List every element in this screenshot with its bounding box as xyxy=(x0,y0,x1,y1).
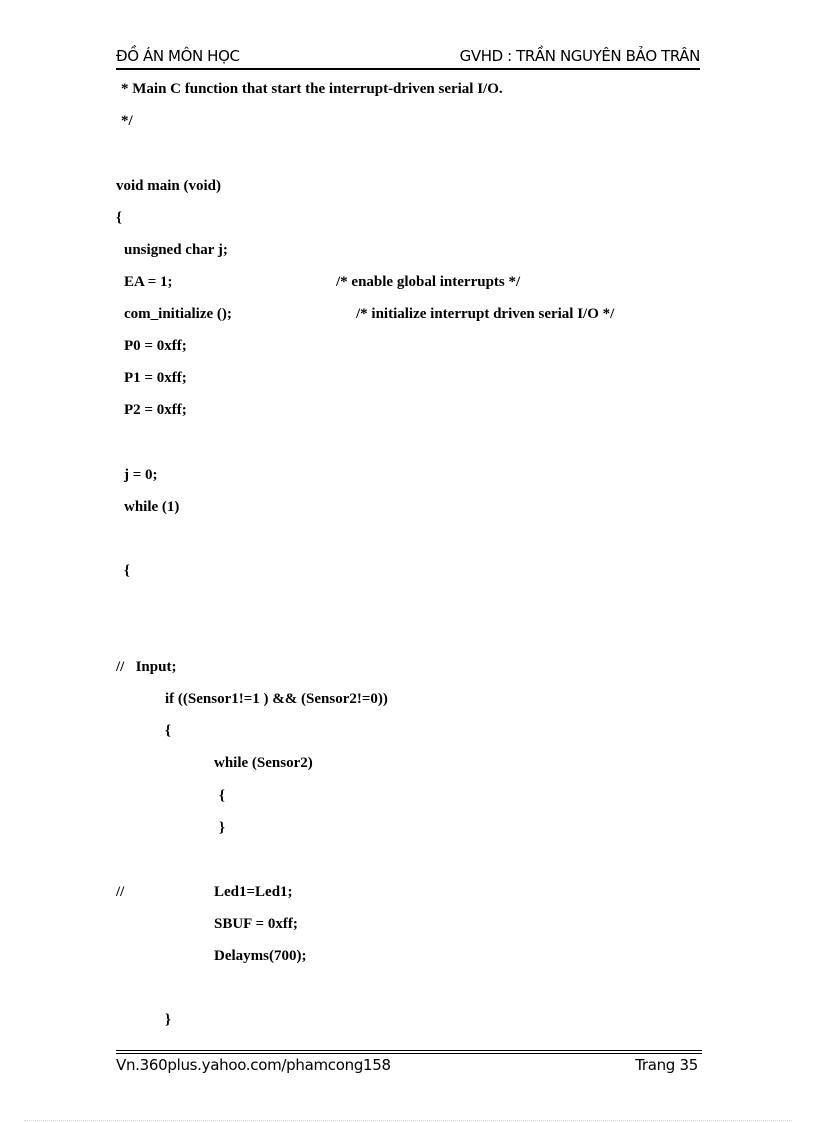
code-line: * Main C function that start the interrupt-driven serial I/O. xyxy=(121,81,503,97)
footer-divider xyxy=(116,1053,702,1054)
code-line: if ((Sensor1!=1 ) && (Sensor2!=0)) xyxy=(165,691,388,707)
code-line: SBUF = 0xff; xyxy=(214,916,298,932)
code-line: unsigned char j; xyxy=(124,242,228,258)
code-comment: /* enable global interrupts */ xyxy=(336,274,521,290)
code-line: */ xyxy=(121,113,133,129)
code-comment-marker: // xyxy=(116,884,125,900)
code-comment: /* initialize interrupt driven serial I/O */ xyxy=(356,306,615,322)
code-line: Delayms(700); xyxy=(214,948,307,964)
page-edge xyxy=(24,1120,792,1121)
page-number: Trang 35 xyxy=(635,1056,698,1074)
footer-url: Vn.360plus.yahoo.com/phamcong158 xyxy=(116,1056,391,1074)
header-instructor: GVHD : TRẦN NGUYÊN BẢO TRÂN xyxy=(459,47,700,65)
code-line: EA = 1; xyxy=(124,274,173,290)
code-line: } xyxy=(165,1012,171,1028)
footer-divider xyxy=(116,1050,702,1051)
header-course-title: ĐỒ ÁN MÔN HỌC xyxy=(116,47,240,65)
code-line: { xyxy=(219,788,225,804)
code-line: } xyxy=(219,820,225,836)
code-line: Led1=Led1; xyxy=(214,884,293,900)
code-line: void main (void) xyxy=(116,178,222,194)
code-line: j = 0; xyxy=(124,467,158,483)
code-line: com_initialize (); xyxy=(124,306,232,322)
code-line: // Input; xyxy=(116,659,177,675)
code-line: while (1) xyxy=(124,499,180,515)
code-line: { xyxy=(116,210,122,226)
code-line: { xyxy=(124,563,130,579)
code-line: P0 = 0xff; xyxy=(124,338,187,354)
code-line: P2 = 0xff; xyxy=(124,402,187,418)
code-line: { xyxy=(165,723,171,739)
code-line: while (Sensor2) xyxy=(214,755,313,771)
code-line: P1 = 0xff; xyxy=(124,370,187,386)
header-divider xyxy=(116,68,700,70)
